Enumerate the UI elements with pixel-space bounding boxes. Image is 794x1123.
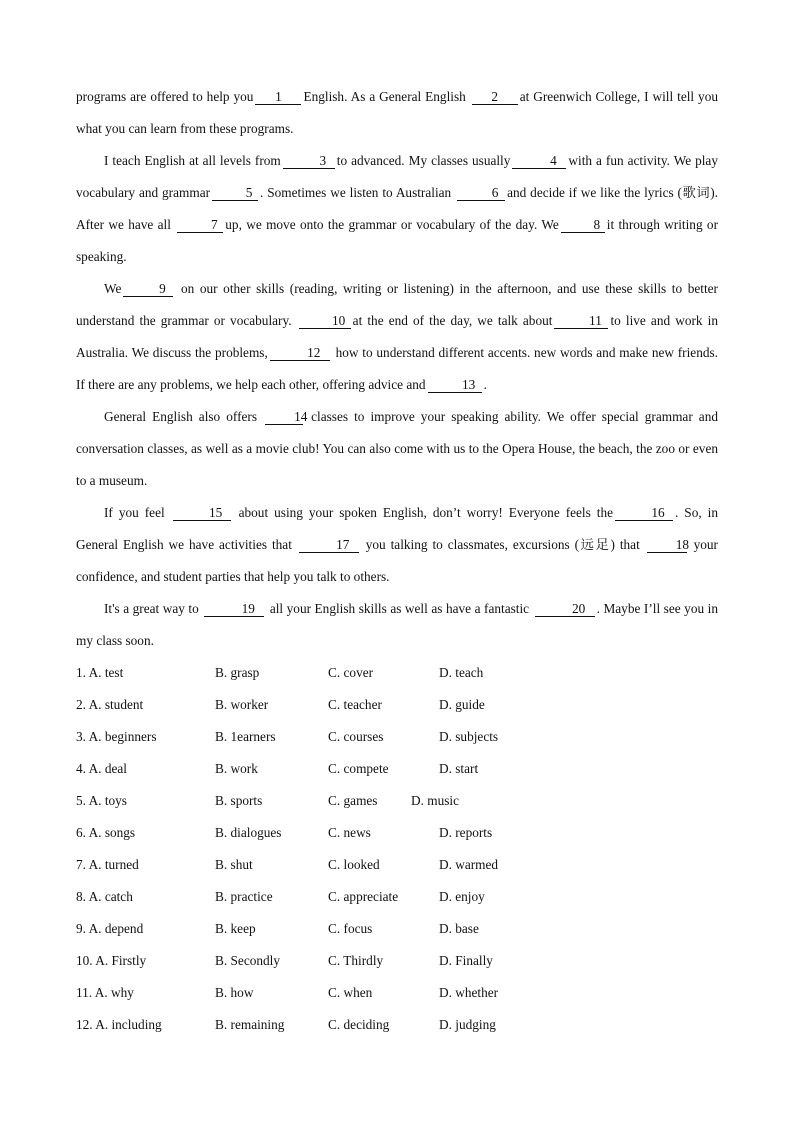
option-b: B. remaining: [215, 1017, 285, 1032]
passage-text: all your English skills as well as have a fantastic: [266, 601, 533, 616]
option-b: B. how: [215, 985, 254, 1000]
option-b: B. Secondly: [215, 953, 281, 968]
blank-20: 20: [535, 601, 595, 617]
passage-text: up, we move onto the grammar or vocabulary of the day. We: [225, 217, 559, 232]
blank-3: 3: [283, 153, 335, 169]
option-c: C. courses: [328, 729, 384, 744]
passage-text: how to understand different accents. new words and make new friends. If there are any problems, we help each other, offering advice and: [76, 345, 719, 392]
option-d: D. whether: [439, 985, 499, 1000]
option-d: D. base: [439, 921, 479, 936]
passage-text: I teach English at all levels from: [104, 153, 281, 168]
option-row: [76, 945, 718, 977]
passage-paragraph-6: [76, 593, 718, 657]
option-c: C. news: [328, 825, 371, 840]
passage-text: English. As a General English: [303, 89, 470, 104]
passage-text: to advanced. My classes usually: [336, 153, 511, 168]
option-d: D. subjects: [439, 729, 499, 744]
passage-paragraph-5: [76, 497, 718, 593]
cloze-document: [76, 81, 718, 1041]
blank-1: 1: [255, 89, 301, 105]
option-b: B. keep: [215, 921, 256, 936]
blank-14: 14: [265, 409, 303, 425]
passage-text: your confidence, and student parties that help you talk to others.: [76, 537, 718, 584]
blank-2: 2: [472, 89, 518, 105]
option-a: 2. A. student: [76, 697, 144, 712]
option-b: B. dialogues: [215, 825, 282, 840]
option-d: D. music: [411, 793, 460, 808]
blank-7: 7: [177, 217, 223, 233]
blank-6: 6: [457, 185, 505, 201]
option-c: C. deciding: [328, 1017, 390, 1032]
option-d: D. start: [439, 761, 479, 776]
passage-text: . Sometimes we listen to Australian: [260, 185, 456, 200]
option-row: [76, 1009, 718, 1041]
passage-text: We: [104, 281, 122, 296]
option-row: [76, 657, 718, 689]
option-row: [76, 913, 718, 945]
passage-text: to live and work in Australia. We discuss the problems,: [76, 313, 718, 360]
blank-5: 5: [212, 185, 258, 201]
passage-text: General English also offers: [104, 409, 264, 424]
option-c: C. Thirdly: [328, 953, 384, 968]
option-d: D. Finally: [439, 953, 493, 968]
option-a: 11. A. why: [76, 985, 134, 1000]
option-row: [76, 817, 718, 849]
blank-8: 8: [561, 217, 605, 233]
passage-text: with a fun activity. We play vocabulary and grammar: [76, 153, 718, 200]
option-b: B. worker: [215, 697, 269, 712]
option-d: D. enjoy: [439, 889, 485, 904]
passage-text: it through writing or speaking.: [76, 217, 719, 264]
option-c: C. focus: [328, 921, 373, 936]
option-d: D. judging: [439, 1017, 496, 1032]
passage-text: on our other skills (reading, writing or listening) in the afternoon, and use these skills to better understand the grammar or vocabulary.: [76, 281, 718, 328]
option-c: C. when: [328, 985, 373, 1000]
option-row: [76, 753, 718, 785]
option-b: B. practice: [215, 889, 273, 904]
option-row: [76, 721, 718, 753]
passage-text: at Greenwich College, I will tell you what you can learn from these programs.: [76, 89, 718, 136]
option-b: B. grasp: [215, 665, 260, 680]
option-c: C. cover: [328, 665, 374, 680]
option-row: [76, 977, 718, 1009]
option-d: D. warmed: [439, 857, 499, 872]
option-a: 4. A. deal: [76, 761, 127, 776]
passage-text: about using your spoken English, don’t worry! Everyone feels the: [232, 505, 614, 520]
passage-paragraph-2: [76, 145, 718, 273]
blank-10: 10: [299, 313, 351, 329]
blank-12: 12: [270, 345, 330, 361]
option-a: 6. A. songs: [76, 825, 136, 840]
option-d: D. teach: [439, 665, 484, 680]
option-a: 12. A. including: [76, 1017, 162, 1032]
blank-11: 11: [554, 313, 608, 329]
blank-4: 4: [512, 153, 566, 169]
passage-paragraph-1: [76, 81, 718, 145]
blank-13: 13: [428, 377, 482, 393]
option-row: [76, 849, 718, 881]
option-row: [76, 881, 718, 913]
passage-text: programs are offered to help you: [76, 89, 254, 104]
passage-text: and decide if we like the lyrics (歌词). After we have all: [76, 185, 718, 232]
option-a: 8. A. catch: [76, 889, 133, 904]
blank-19: 19: [204, 601, 264, 617]
passage-text: . So, in General English we have activities that: [76, 505, 718, 552]
option-d: D. reports: [439, 825, 493, 840]
option-b: B. sports: [215, 793, 263, 808]
option-c: C. looked: [328, 857, 380, 872]
passage-text: It's a great way to: [104, 601, 203, 616]
option-row: [76, 689, 718, 721]
option-d: D. guide: [439, 697, 485, 712]
passage-text: If you feel: [104, 505, 171, 520]
answer-options: [76, 657, 718, 1041]
option-b: B. 1earners: [215, 729, 276, 744]
passage-paragraph-4: [76, 401, 718, 497]
passage-text: . Maybe I’ll see you in my class soon.: [76, 601, 718, 648]
option-a: 10. A. Firstly: [76, 953, 147, 968]
option-c: C. games: [328, 793, 378, 808]
blank-17: 17: [299, 537, 359, 553]
passage-text: .: [483, 377, 487, 392]
option-b: B. work: [215, 761, 258, 776]
option-a: 5. A. toys: [76, 793, 127, 808]
blank-15: 15: [173, 505, 231, 521]
blank-18: 18: [647, 537, 687, 553]
option-c: C. appreciate: [328, 889, 399, 904]
option-row: [76, 785, 718, 817]
passage-text: you talking to classmates, excursions (远足) that: [360, 537, 645, 552]
option-a: 1. A. test: [76, 665, 124, 680]
option-c: C. teacher: [328, 697, 382, 712]
passage-text: at the end of the day, we talk about: [352, 313, 553, 328]
blank-9: 9: [123, 281, 173, 297]
option-a: 3. A. beginners: [76, 729, 157, 744]
passage-text: classes to improve your speaking ability. We offer special grammar and conversation classes, as well as a movie club! You can also come with us to the Opera House, the beach, the zoo or even to a museum.: [76, 409, 718, 488]
option-c: C. compete: [328, 761, 389, 776]
blank-16: 16: [615, 505, 673, 521]
option-a: 7. A. turned: [76, 857, 139, 872]
option-b: B. shut: [215, 857, 253, 872]
passage-paragraph-3: [76, 273, 718, 401]
option-a: 9. A. depend: [76, 921, 144, 936]
